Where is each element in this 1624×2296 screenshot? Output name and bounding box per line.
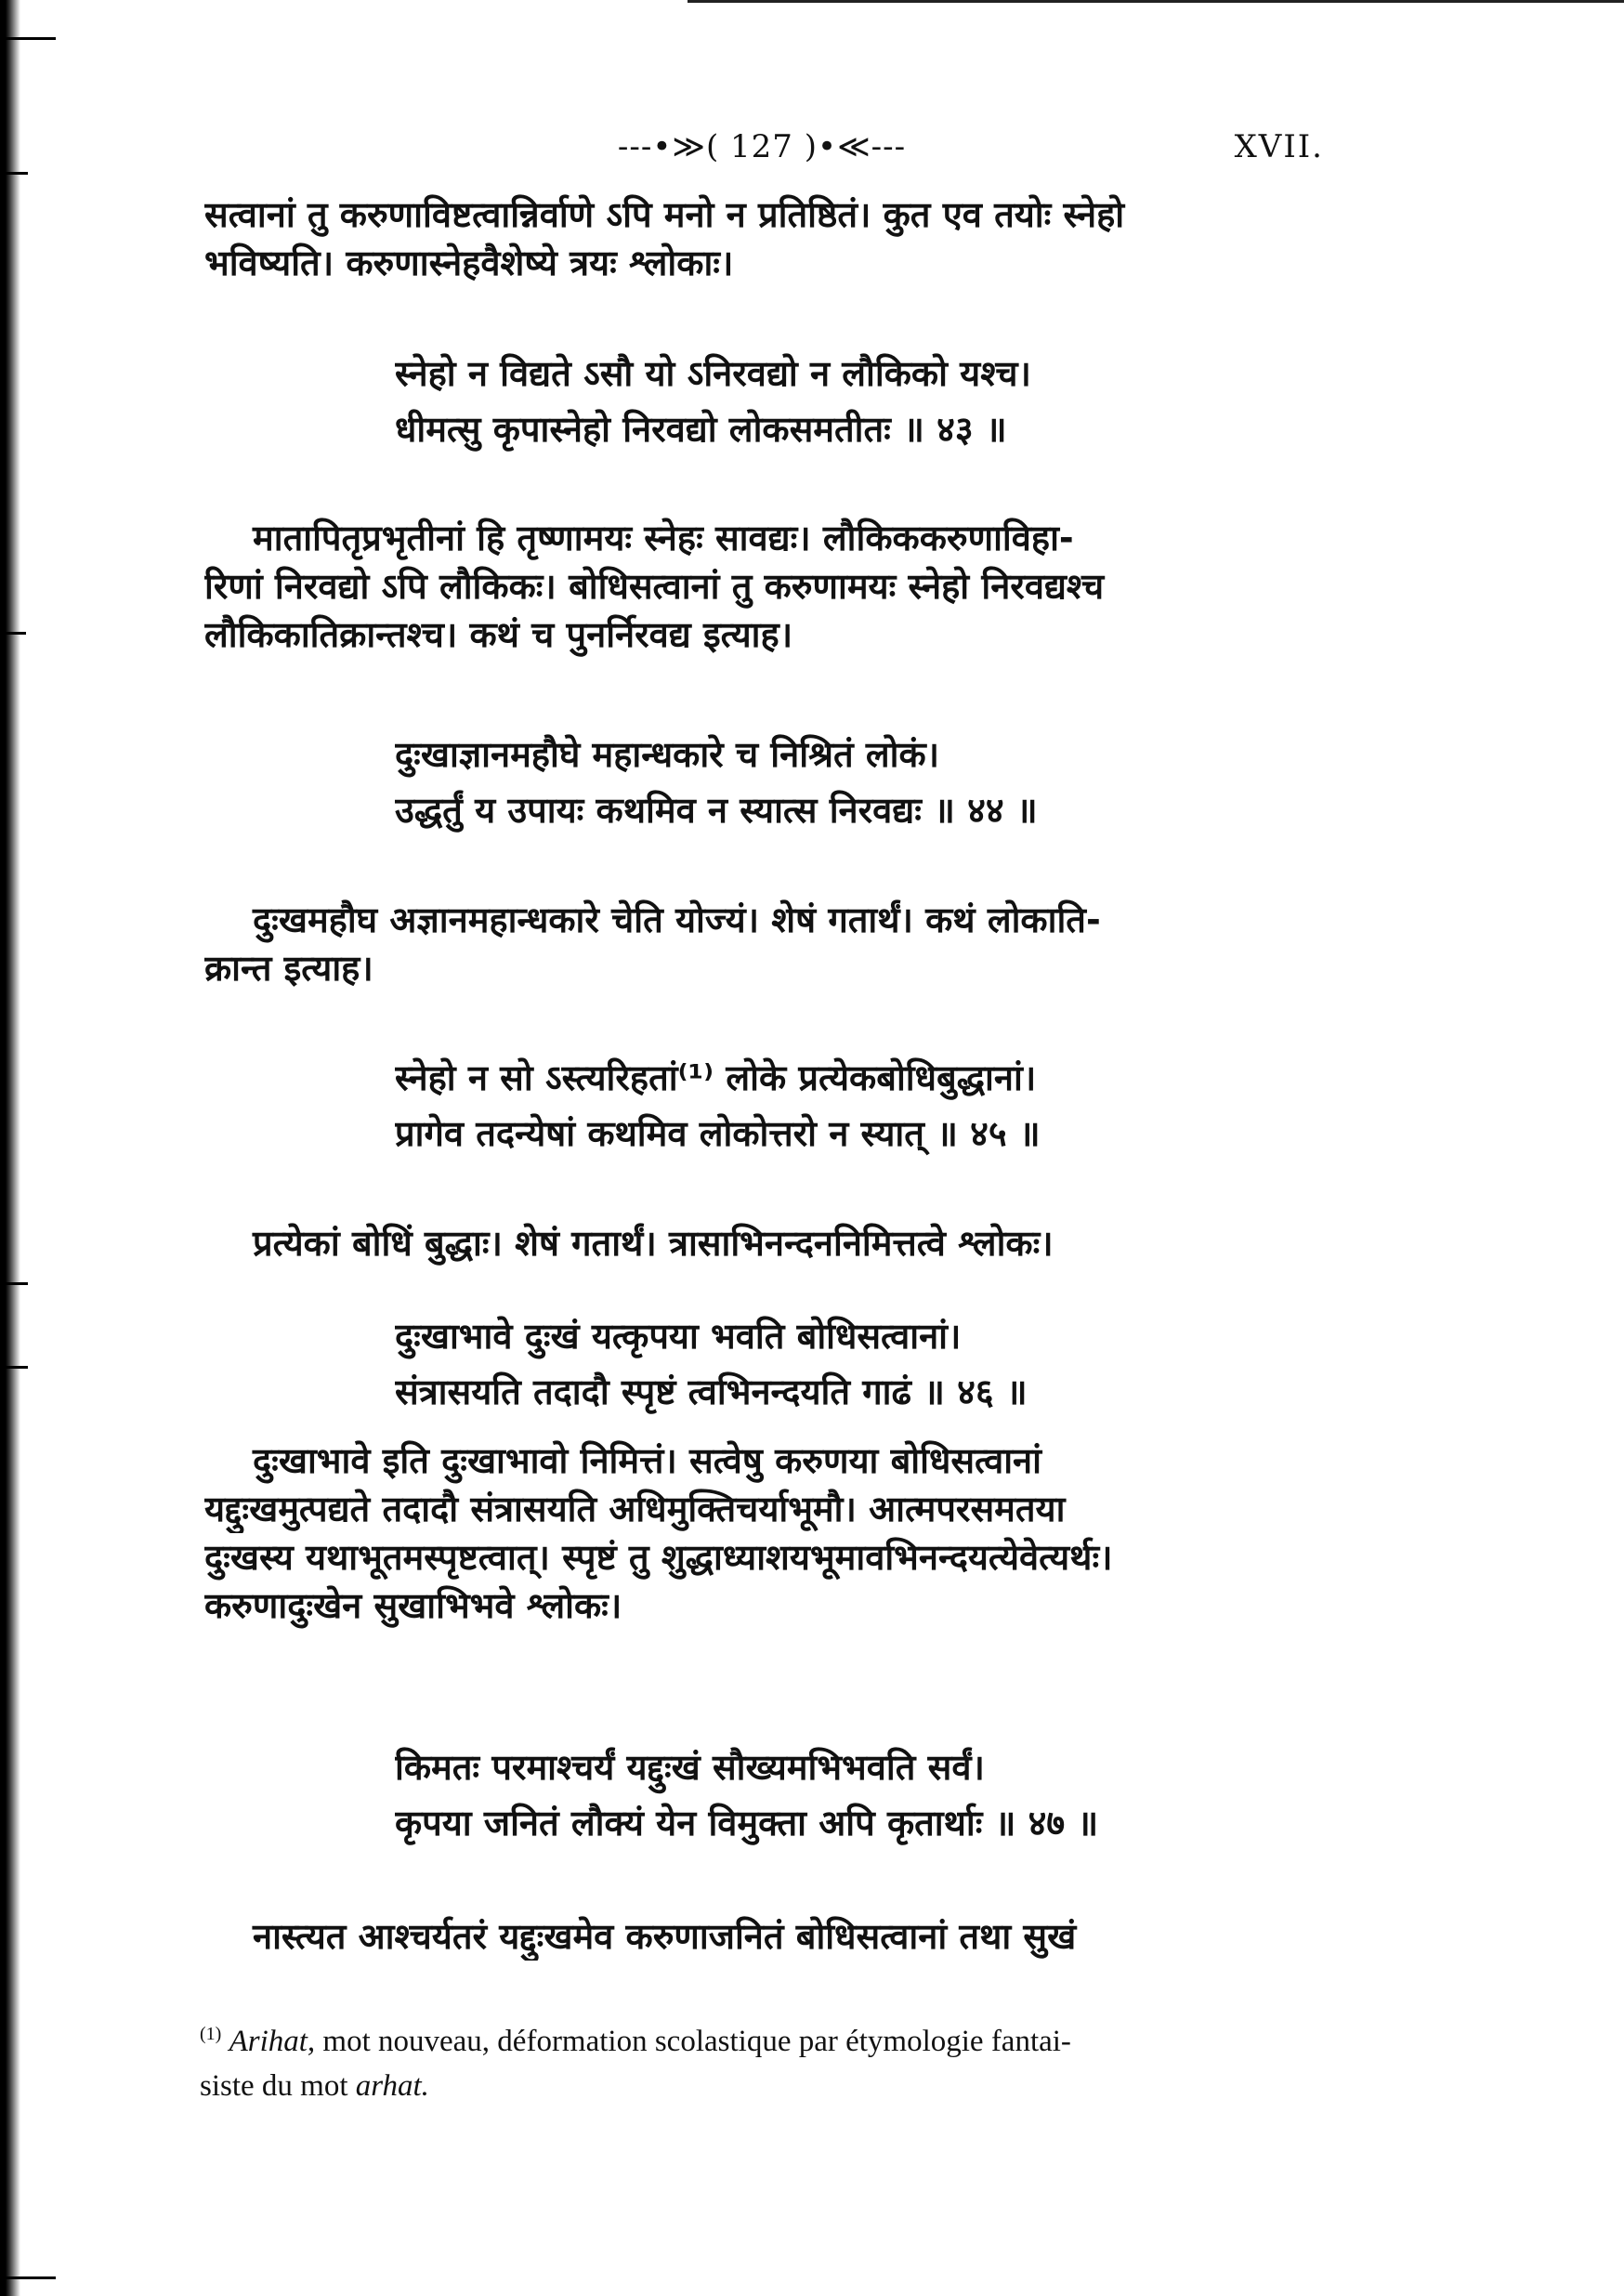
text-line: करुणादुःखेन सुखाभिभवे श्लोकः। xyxy=(204,1585,622,1626)
verse-line: संत्रासयति तदादौ स्पृष्टं त्वभिनन्दयति गाढं ॥ ४६ ॥ xyxy=(395,1371,1028,1412)
text-line: दुःखस्य यथाभूतमस्पृष्टत्वात्। स्पृष्टं तु शुद्धाध्याशयभूमावभिनन्दयत्येवेत्यर्थः। xyxy=(204,1537,1113,1578)
text-line: सत्वानां तु करुणाविष्टत्वान्निर्वाणे ऽपि मनो न प्रतिष्ठितं। कुत एव तयोः स्नेहो xyxy=(204,194,1125,235)
page-number: ---•≫( 127 )•≪--- xyxy=(617,128,907,165)
binding-edge xyxy=(0,0,20,2296)
page-header xyxy=(200,128,1324,173)
footnote xyxy=(200,2012,1324,2108)
footnote-marker: (1) xyxy=(200,2024,222,2044)
verse-line: धीमत्सु कृपास्नेहो निरवद्यो लोकसमतीतः ॥ ४३ ॥ xyxy=(395,409,1007,450)
verse-43 xyxy=(395,346,1250,457)
verse-line: प्रागेव तदन्येषां कथमिव लोकोत्तरो न स्यात् ॥ ४५ ॥ xyxy=(395,1113,1041,1154)
footnote-term: Arihat, xyxy=(229,2025,316,2058)
binding-mark xyxy=(0,632,26,635)
binding-mark xyxy=(0,1366,28,1369)
binding-mark xyxy=(0,172,28,175)
verse-47 xyxy=(395,1739,1250,1851)
verse-line: कृपया जनितं लौक्यं येन विमुक्ता अपि कृतार्थाः ॥ ४७ ॥ xyxy=(395,1803,1099,1843)
verse-45 xyxy=(395,1050,1250,1161)
binding-mark xyxy=(0,1282,28,1285)
text-line: भविष्यति। करुणास्नेहवैशेष्ये त्रयः श्लोकाः। xyxy=(204,243,734,283)
verse-line: स्नेहो न विद्यते ऽसौ यो ऽनिरवद्यो न लौकिको यश्च। xyxy=(395,353,1031,394)
prose-paragraph xyxy=(204,896,1324,992)
text-line: नास्त्यत आश्चर्यतरं यद्दुःखमेव करुणाजनितं बोधिसत्वानां तथा सुखं xyxy=(253,1916,1077,1957)
text-line: दुःखमहौघ अज्ञानमहान्धकारे चेति योज्यं। शेषं गतार्थं। कथं लोकाति- xyxy=(253,899,1101,940)
binding-mark xyxy=(0,2276,56,2279)
verse-46 xyxy=(395,1308,1250,1420)
text-line: मातापितृप्रभृतीनां हि तृष्णामयः स्नेहः सावद्यः। लौकिककरुणाविहा- xyxy=(253,518,1074,558)
top-rule xyxy=(688,0,1624,3)
text-line: दुःखाभावे इति दुःखाभावो निमित्तं। सत्वेषु करुणया बोधिसत्वानां xyxy=(253,1440,1041,1481)
text-line: लौकिकातिक्रान्तश्च। कथं च पुनर्निरवद्य इत्याह। xyxy=(204,614,793,655)
verse-44 xyxy=(395,727,1250,838)
verse-line: दुःखाभावे दुःखं यत्कृपया भवति बोधिसत्वानां। xyxy=(395,1316,962,1357)
prose-paragraph xyxy=(204,514,1324,659)
text-line: रिणां निरवद्यो ऽपि लौकिकः। बोधिसत्वानां तु करुणामयः स्नेहो निरवद्यश्च xyxy=(204,566,1105,607)
footnote-text: siste du mot xyxy=(200,2069,356,2103)
verse-line: दुःखाज्ञानमहौघे महान्धकारे च निश्रितं लोकं। xyxy=(395,734,940,775)
prose-paragraph xyxy=(204,1437,1324,1630)
prose-paragraph xyxy=(204,1912,1324,1961)
text-line: क्रान्त इत्याह। xyxy=(204,948,373,989)
footnote-term: arhat. xyxy=(355,2069,429,2103)
signature-mark: XVII. xyxy=(1234,128,1324,165)
verse-line: स्नेहो न सो ऽस्त्यरिहतां⁽¹⁾ लोके प्रत्येकबोधिबुद्धानां। xyxy=(395,1057,1037,1098)
footnote-line xyxy=(200,2064,1324,2108)
verse-line: उद्धर्तुं य उपायः कथमिव न स्यात्स निरवद्यः ॥ ४४ ॥ xyxy=(395,790,1038,831)
verse-line: किमतः परमाश्चर्यं यद्दुःखं सौख्यमभिभवति सर्वं। xyxy=(395,1747,985,1788)
footnote-line xyxy=(200,2012,1324,2064)
prose-paragraph xyxy=(204,1219,1324,1267)
text-line: यद्दुःखमुत्पद्यते तदादौ संत्रासयति अधिमुक्तिचर्याभूमौ। आत्मपरसमतया xyxy=(204,1489,1066,1529)
text-line: प्रत्येकां बोधिं बुद्धाः। शेषं गतार्थं। त्रासाभिनन्दननिमित्तत्वे श्लोकः। xyxy=(253,1223,1054,1264)
prose-paragraph xyxy=(204,190,1324,287)
binding-mark xyxy=(0,37,56,40)
footnote-text: mot nouveau, déformation scolastique par étymologie fantai- xyxy=(315,2025,1071,2058)
